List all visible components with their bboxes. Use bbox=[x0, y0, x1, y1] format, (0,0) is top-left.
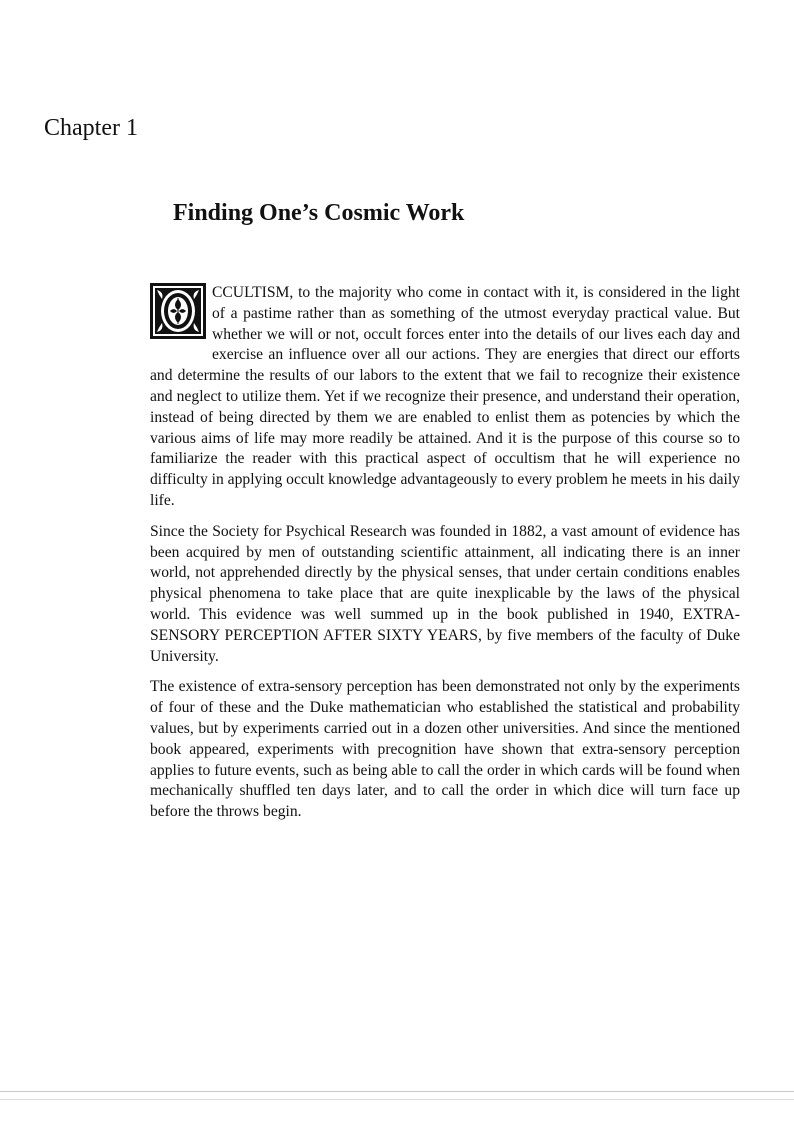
page-bottom-divider bbox=[0, 1091, 794, 1092]
paragraph-1-text: CCULTISM, to the majority who come in contact with it, is considered in the light of a pastime rather than as something of the utmost everyday practical value. But whether we will or not, occult forces enter into the details of our lives each day and exercise an influence over all our actions. They are energies that direct our efforts and determine the results of our labors to the extent that we fail to recognize their existence and neglect to utilize them. Yet if we recognize their presence, and understand their operation, instead of being directed by them we are enabled to enlist them as potencies by which the various aims of life may more readily be attained. And it is the purpose of this course so to familiarize the reader with this practical aspect of occultism that he will experience no difficulty in applying occult knowledge advantageously to every problem he meets in his daily life. bbox=[150, 284, 740, 509]
chapter-body bbox=[150, 283, 740, 833]
page-bottom-divider-secondary bbox=[0, 1099, 794, 1100]
chapter-label: Chapter 1 bbox=[44, 115, 138, 141]
paragraph-2: Since the Society for Psychical Research was founded in 1882, a vast amount of evidence has been acquired by men of outstanding scientific attainment, all indicating there is an inner world, not apprehended directly by the physical senses, that under certain conditions enables physical phenomena to take place that are quite inexplicable by the laws of the physical world. This evidence was well summed up in the book published in 1940, EXTRA-SENSORY PERCEPTION AFTER SIXTY YEARS, by five members of the faculty of Duke University. bbox=[150, 522, 740, 665]
chapter-title: Finding One’s Cosmic Work bbox=[173, 200, 465, 226]
paragraph-3: The existence of extra-sensory perception has been demonstrated not only by the experiments of four of these and the Duke mathematician who established the statistical and probability values, but by experiments carried out in a dozen other universities. And since the mentioned book appeared, experiments with precognition have shown that extra-sensory perception applies to future events, such as being able to call the order in which cards will be found when mechanically shuffled ten days later, and to call the order in which dice will turn face up before the throws begin. bbox=[150, 678, 740, 821]
paragraph-1 bbox=[150, 283, 740, 512]
drop-cap-icon bbox=[150, 283, 212, 347]
